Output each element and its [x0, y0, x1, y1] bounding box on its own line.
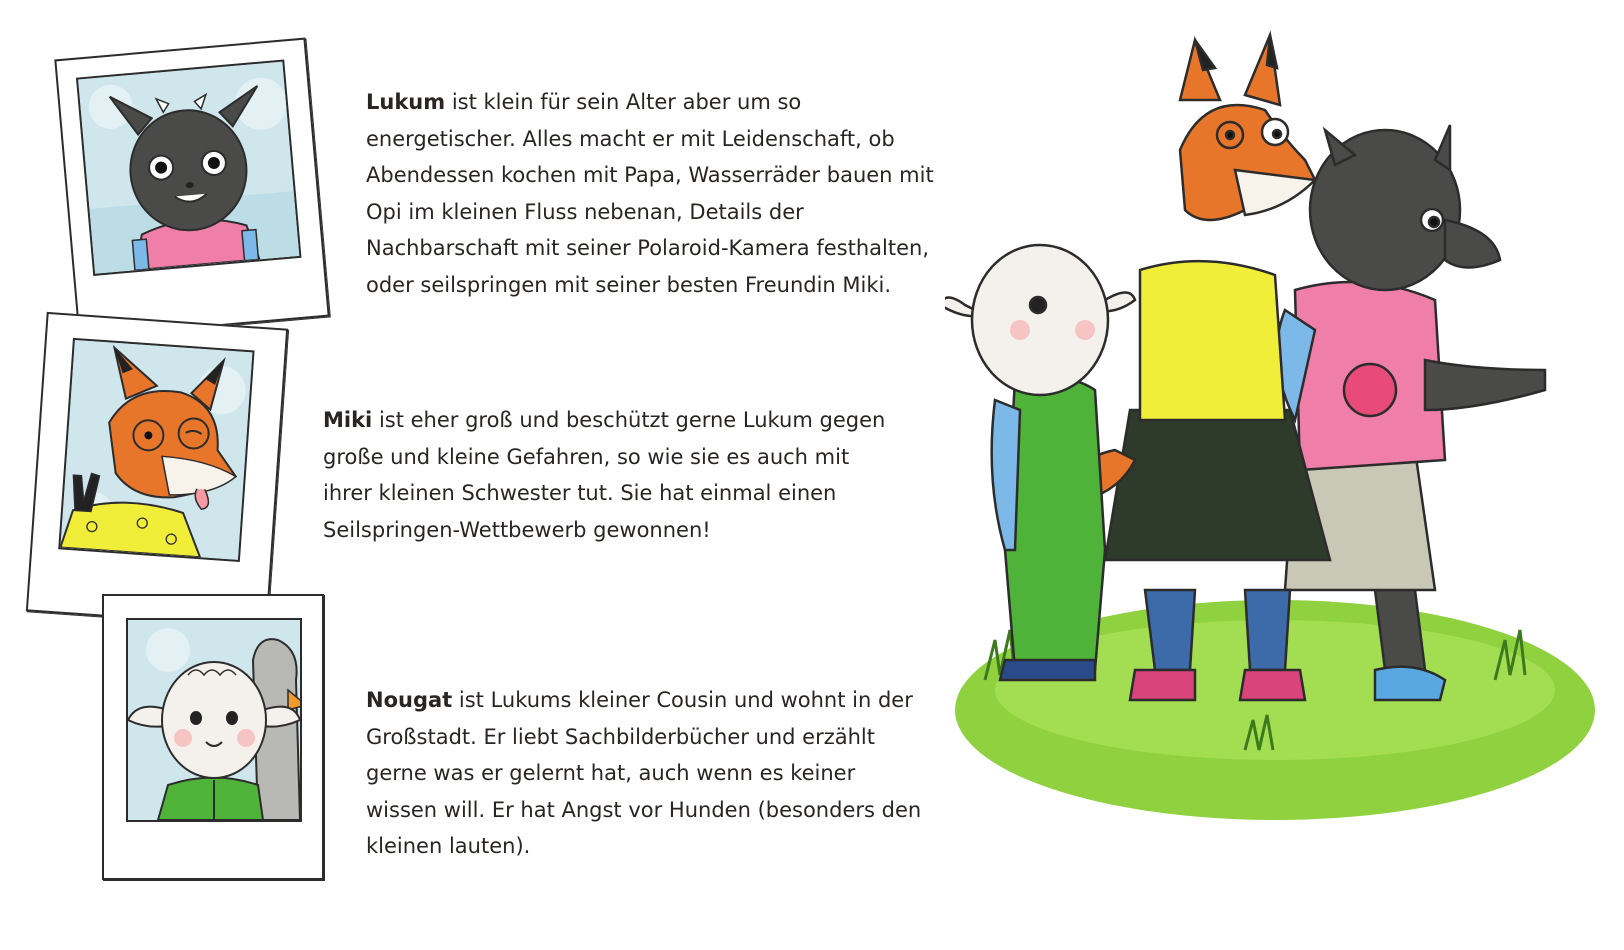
three-friends-walking-illustration	[945, 30, 1610, 850]
miki-description	[323, 402, 903, 548]
polaroid-lukum	[54, 38, 329, 339]
miki-portrait-icon	[58, 338, 254, 562]
nougat-text: ist Lukums kleiner Cousin und wohnt in der Großstadt. Er liebt Sachbilderbücher und erzählt gerne was er gelernt hat, auch wenn es keiner wissen will. Er hat Angst vor Hunden (besonders den kleinen lauten).	[366, 688, 922, 858]
polaroid-nougat	[102, 594, 324, 880]
lukum-name: Lukum	[366, 90, 446, 114]
lukum-portrait-icon	[76, 59, 302, 275]
polaroid-miki	[26, 312, 288, 628]
nougat-name: Nougat	[366, 688, 453, 712]
nougat-portrait-icon	[126, 618, 302, 822]
miki-name: Miki	[323, 408, 373, 432]
lukum-description	[366, 84, 944, 303]
lukum-text: ist klein für sein Alter aber um so energetischer. Alles macht er mit Leidenschaft, ob Abendessen kochen mit Papa, Wasserräder bauen mit Opi im kleinen Fluss nebenan, Details der Nachbarschaft mit seiner Polaroid-Kamera festhalten, oder seilspringen mit seiner besten Freundin Miki.	[366, 90, 934, 297]
nougat-description	[366, 682, 926, 865]
miki-text: ist eher groß und beschützt gerne Lukum gegen große und kleine Gefahren, so wie sie es auch mit ihrer kleinen Schwester tut. Sie hat einmal einen Seilspringen-Wettbewerb gewonnen!	[323, 408, 886, 542]
